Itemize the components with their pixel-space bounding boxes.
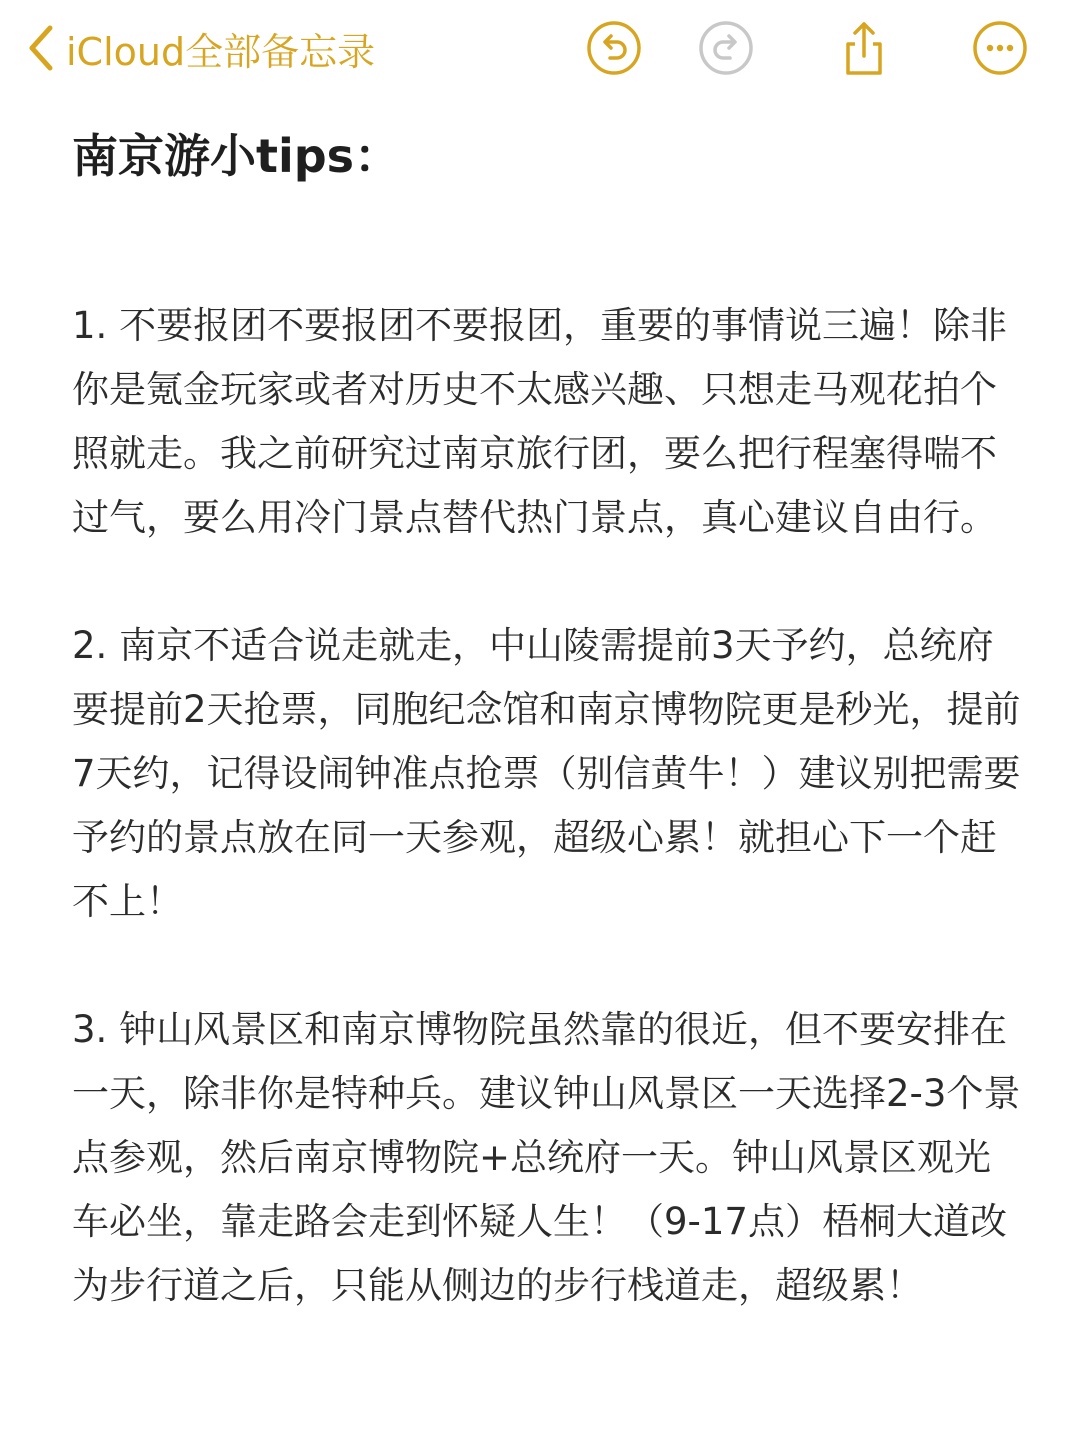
note-title: 南京游小tips： xyxy=(72,129,401,183)
share-button[interactable] xyxy=(836,20,892,76)
redo-button[interactable] xyxy=(698,20,754,76)
undo-icon xyxy=(586,20,642,76)
back-button[interactable] xyxy=(26,20,375,76)
redo-icon xyxy=(698,20,754,76)
note-body[interactable] xyxy=(72,118,1022,1318)
undo-button[interactable] xyxy=(586,20,642,76)
note-paragraph-3: 3. 钟山风景区和南京博物院虽然靠的很近，但不要安排在一天，除非你是特种兵。建议钟山风景区一天选择2-3个景点参观，然后南京博物院+总统府一天。钟山风景区观光车必坐，靠走路会走到怀疑人生！（9-17点）梧桐大道改为步行道之后，只能从侧边的步行栈道走，超级累！ xyxy=(72,1008,1021,1307)
more-icon xyxy=(972,20,1028,76)
share-icon xyxy=(836,20,892,76)
back-label: iCloud全部备忘录 xyxy=(66,29,376,74)
chevron-left-icon xyxy=(26,24,56,72)
note-paragraph-1: 1. 不要报团不要报团不要报团，重要的事情说三遍！除非你是氪金玩家或者对历史不太感兴趣、只想走马观花拍个照就走。我之前研究过南京旅行团，要么把行程塞得喘不过气，要么用冷门景点替代热门景点，真心建议自由行。 xyxy=(72,304,1008,539)
note-paragraph-2: 2. 南京不适合说走就走，中山陵需提前3天予约，总统府要提前2天抢票，同胞纪念馆和南京博物院更是秒光，提前7天约，记得设闹钟准点抢票（别信黄牛！）建议别把需要予约的景点放在同一天参观，超级心累！就担心下一个赶不上！ xyxy=(72,624,1021,923)
navigation-bar xyxy=(0,0,1080,100)
more-button[interactable] xyxy=(972,20,1028,76)
